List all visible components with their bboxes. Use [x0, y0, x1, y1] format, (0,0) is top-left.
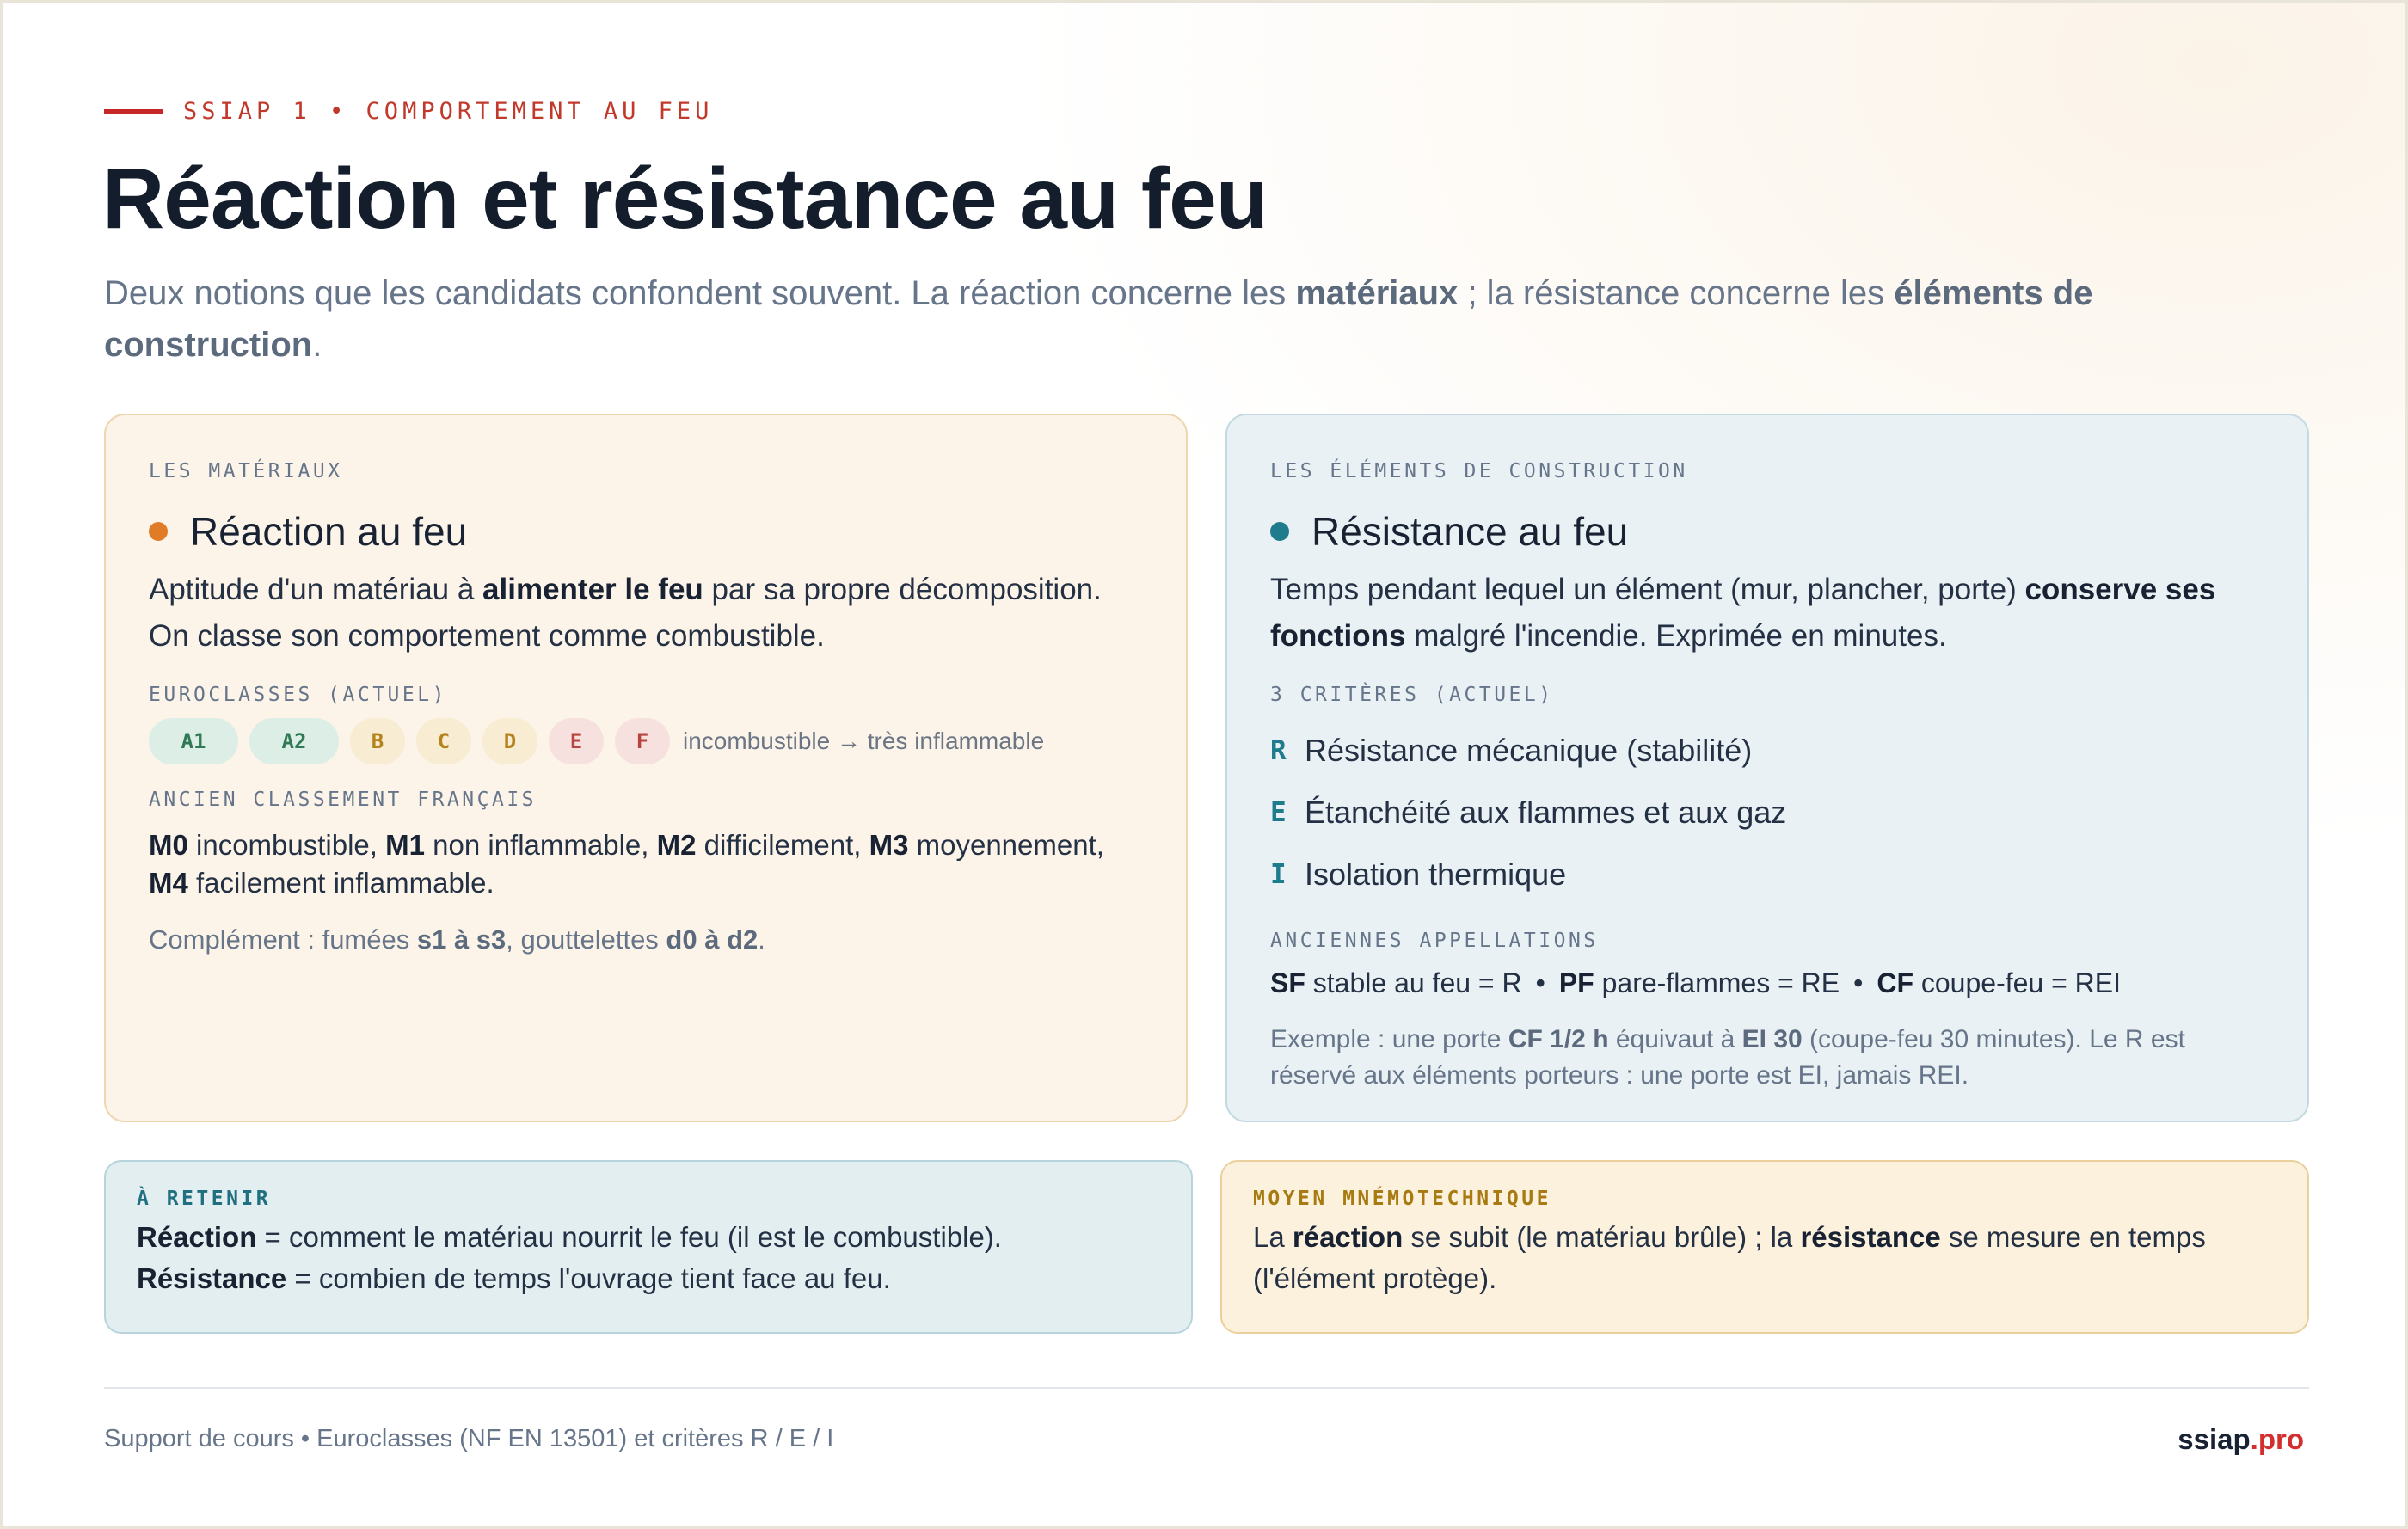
- reaction-card: [104, 414, 1188, 1122]
- old-desc: pare-flammes = RE: [1594, 967, 1840, 998]
- kicker-accent-line: [104, 109, 163, 114]
- remember-def: = combien de temps l'ouvrage tient face au feu.: [286, 1262, 891, 1294]
- remember-def: = comment le matériau nourrit le feu (il est le combustible).: [256, 1221, 1002, 1253]
- resistance-card-title: Résistance au feu: [1312, 509, 1629, 554]
- criterion-label: Isolation thermique: [1305, 857, 1567, 892]
- old-names-text: [1270, 967, 2264, 999]
- class-desc: difficilement,: [696, 829, 869, 861]
- bullet-separator: •: [1853, 967, 1864, 998]
- old-names-eyebrow: ANCIENNES APPELLATIONS: [1270, 930, 1599, 952]
- subtitle-text: .: [312, 326, 322, 364]
- euroclass-chip: E: [549, 718, 604, 764]
- mnemonic-part: se subit (le matériau brûle) ; la: [1403, 1221, 1801, 1253]
- criterion-label: Étanchéité aux flammes et aux gaz: [1305, 795, 1787, 830]
- euroclass-chip: A2: [249, 718, 339, 764]
- reaction-card-eyebrow: LES MATÉRIAUX: [149, 460, 343, 482]
- reaction-card-title: Réaction au feu: [190, 509, 468, 554]
- old-code: CF: [1877, 967, 1914, 998]
- euroclasses-eyebrow: EUROCLASSES (ACTUEL): [149, 684, 447, 706]
- desc-bold: conserve ses fonctions: [1270, 573, 2216, 653]
- class-code: M1: [385, 829, 425, 861]
- footer-divider: [104, 1387, 2309, 1389]
- example-part: équivaut à: [1608, 1025, 1742, 1053]
- class-code: M2: [656, 829, 697, 861]
- criterion-row: [1270, 720, 2264, 782]
- criterion-letter: I: [1270, 859, 1287, 890]
- remember-term: Résistance: [137, 1262, 287, 1294]
- criterion-row: [1270, 782, 2264, 844]
- subtitle-text: ; la résistance concerne les: [1458, 274, 1895, 312]
- complement-text: [149, 924, 1143, 955]
- criteria-list: [1270, 720, 2264, 906]
- euroclass-chip: A1: [149, 718, 238, 764]
- class-desc: facilement inflammable.: [187, 867, 494, 899]
- complement-part: , gouttelettes: [506, 924, 666, 955]
- euroclass-range-label: incombustible → très inflammable: [683, 728, 1045, 754]
- desc-bold: alimenter le feu: [482, 573, 703, 606]
- criterion-letter: E: [1270, 797, 1287, 828]
- mnemonic-eyebrow: MOYEN MNÉMOTECHNIQUE: [1253, 1188, 1551, 1210]
- remember-term: Réaction: [137, 1221, 257, 1253]
- complement-part: .: [758, 924, 765, 955]
- kicker-text: SSIAP 1 • COMPORTEMENT AU FEU: [183, 97, 714, 125]
- old-code: PF: [1558, 967, 1594, 998]
- mnemonic-part: La: [1253, 1221, 1293, 1253]
- desc-text: Aptitude d'un matériau à: [149, 573, 483, 606]
- subtitle-text: Deux notions que les candidats confondent souvent. La réaction concerne les: [104, 274, 1296, 312]
- example-part: (coupe-feu 30 minutes). Le R est réservé aux éléments porteurs : une porte est EI, jamais REI.: [1270, 1025, 2185, 1090]
- resistance-card-eyebrow: LES ÉLÉMENTS DE CONSTRUCTION: [1270, 460, 1688, 482]
- subtitle-bold-elements: éléments de construction: [104, 274, 2093, 364]
- complement-bold: d0 à d2: [666, 924, 759, 955]
- class-code: M0: [149, 829, 188, 861]
- complement-bold: s1 à s3: [416, 924, 507, 955]
- remember-note: [104, 1160, 1193, 1334]
- footer-caption: Support de cours • Euroclasses (NF EN 13501) et critères R / E / I: [104, 1425, 834, 1452]
- criterion-row: [1270, 844, 2264, 906]
- mnemonic-note: [1220, 1160, 2309, 1334]
- class-desc: non inflammable,: [424, 829, 657, 861]
- euroclass-chip: D: [482, 718, 538, 764]
- page-subtitle: [104, 267, 2168, 371]
- old-classification-text: [149, 826, 1143, 902]
- example-bold: CF 1/2 h: [1508, 1025, 1609, 1053]
- desc-text: Temps pendant lequel un élément (mur, plancher, porte): [1270, 573, 2025, 606]
- teal-dot-icon: [1270, 522, 1289, 541]
- desc-text: par sa propre décomposition. On classe son comportement comme combustible.: [149, 573, 1102, 653]
- example-bold: EI 30: [1742, 1025, 1803, 1053]
- class-desc: moyennement,: [908, 829, 1104, 861]
- brand-accent: .pro: [2250, 1423, 2304, 1455]
- remember-eyebrow: À RETENIR: [137, 1188, 272, 1210]
- old-classification-eyebrow: ANCIEN CLASSEMENT FRANÇAIS: [149, 789, 538, 811]
- mnemonic-text: [1253, 1217, 2276, 1299]
- old-desc: coupe-feu = REI: [1913, 967, 2122, 998]
- class-code: M3: [869, 829, 909, 861]
- subtitle-bold-materials: matériaux: [1295, 274, 1459, 312]
- euroclass-chip: C: [416, 718, 471, 764]
- resistance-description: [1270, 567, 2264, 660]
- remember-text: [137, 1217, 1160, 1299]
- mnemonic-bold: résistance: [1800, 1221, 1941, 1253]
- euroclass-chip-list: [149, 718, 1143, 764]
- resistance-card-heading: [1270, 508, 2264, 555]
- orange-dot-icon: [149, 522, 168, 541]
- old-code: SF: [1270, 967, 1305, 998]
- class-code: M4: [149, 867, 188, 899]
- euroclass-chip: F: [615, 718, 670, 764]
- mnemonic-bold: réaction: [1292, 1221, 1404, 1253]
- reaction-description: [149, 567, 1143, 660]
- brand-main: ssiap: [2178, 1423, 2251, 1455]
- example-part: Exemple : une porte: [1270, 1025, 1508, 1053]
- class-desc: incombustible,: [187, 829, 386, 861]
- criterion-label: Résistance mécanique (stabilité): [1305, 733, 1753, 768]
- example-text: [1270, 1022, 2264, 1094]
- kicker: [104, 95, 713, 126]
- old-desc: stable au feu = R: [1305, 967, 1522, 998]
- page-title: Réaction et résistance au feu: [102, 150, 1268, 247]
- criteria-eyebrow: 3 CRITÈRES (ACTUEL): [1270, 684, 1554, 706]
- complement-part: Complément : fumées: [149, 924, 417, 955]
- reaction-card-heading: [149, 508, 1143, 555]
- resistance-card: [1226, 414, 2309, 1122]
- euroclass-chip: B: [350, 718, 405, 764]
- desc-text: malgré l'incendie. Exprimée en minutes.: [1405, 619, 1947, 653]
- bullet-separator: •: [1535, 967, 1545, 998]
- brand-logo: [2178, 1423, 2304, 1456]
- criterion-letter: R: [1270, 735, 1287, 766]
- mnemonic-part: se mesure en temps (l'élément protège).: [1253, 1221, 2206, 1294]
